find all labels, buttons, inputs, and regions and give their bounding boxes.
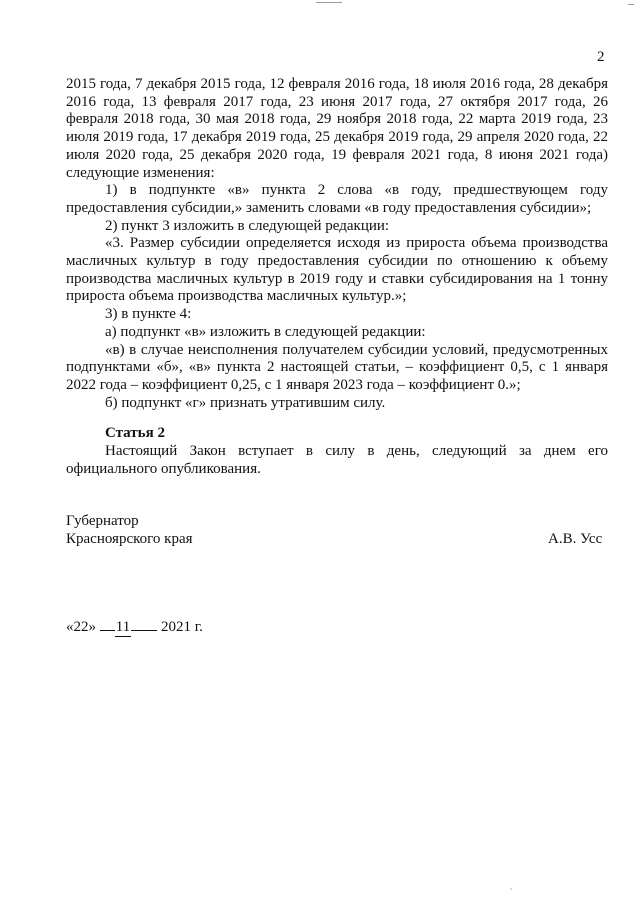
amendment-item-1: 1) в подпункте «в» пункта 2 слова «в году, предшествующем году предоставления субсидии,» заменить словами «в году предоставления субсидии»; bbox=[66, 182, 608, 216]
date-underline-right bbox=[131, 618, 157, 631]
signatory-region: Красноярского края bbox=[66, 531, 193, 547]
amendment-item-3: 3) в пункте 4: bbox=[105, 306, 192, 323]
page-number: 2 bbox=[597, 49, 605, 65]
signatory-title: Губернатор bbox=[66, 513, 139, 529]
date-underline-left bbox=[100, 618, 115, 631]
article-2-heading: Статья 2 bbox=[105, 425, 165, 441]
signatory-position bbox=[66, 512, 193, 548]
article-2-text: Настоящий Закон вступает в силу в день, следующий за днем его официального опубликования. bbox=[66, 443, 608, 477]
scan-artifact-corner bbox=[628, 4, 634, 5]
date-year: 2021 г. bbox=[160, 619, 203, 635]
scan-artifact-line bbox=[316, 2, 342, 3]
date-day: «22» bbox=[66, 619, 96, 635]
signatory-name: А.В. Усс bbox=[548, 531, 603, 547]
amendment-item-2-quote: «3. Размер субсидии определяется исходя из прироста объема производства масличных культур в году предоставления субсидии по отношению к объему производства масличных культур в 2019 году и ставки субсидирования на 1 тонну прироста объема производства масличных культур.»; bbox=[66, 235, 608, 305]
amendment-item-2: 2) пункт 3 изложить в следующей редакции: bbox=[105, 217, 390, 234]
intro-paragraph: 2015 года, 7 декабря 2015 года, 12 февраля 2016 года, 18 июля 2016 года, 28 декабря 2016 года, 13 февраля 2017 года, 23 июня 2017 года, 27 октября 2017 года, 26 февраля 2018 года, 30 мая 2018 года, 29 ноября 2018 года, 22 марта 2019 года, 23 июля 2019 года, 17 декабря 2019 года, 25 декабря 2019 года, 29 апреля 2020 года, 22 июля 2020 года, 25 декабря 2020 года, 19 февраля 2021 года, 8 июня 2021 года) следующие изменения: bbox=[66, 76, 608, 181]
amendment-item-3b: б) подпункт «г» признать утратившим силу. bbox=[105, 394, 386, 411]
amendment-item-3a-quote: «в) в случае неисполнения получателем субсидии условий, предусмотренных подпунктами «б», «в» пункта 2 настоящей статьи, – коэффициент 0,5, с 1 января 2022 года – коэффициент 0,25, с 1 января 2023 года – коэффициент 0.»; bbox=[66, 341, 608, 393]
scan-artifact-dot bbox=[510, 888, 512, 890]
amendment-item-3a: а) подпункт «в» изложить в следующей редакции: bbox=[105, 323, 426, 340]
date-month: 11 bbox=[115, 619, 131, 635]
article-2-body bbox=[66, 442, 608, 478]
amendments-body bbox=[66, 76, 608, 412]
signing-date bbox=[66, 618, 203, 637]
